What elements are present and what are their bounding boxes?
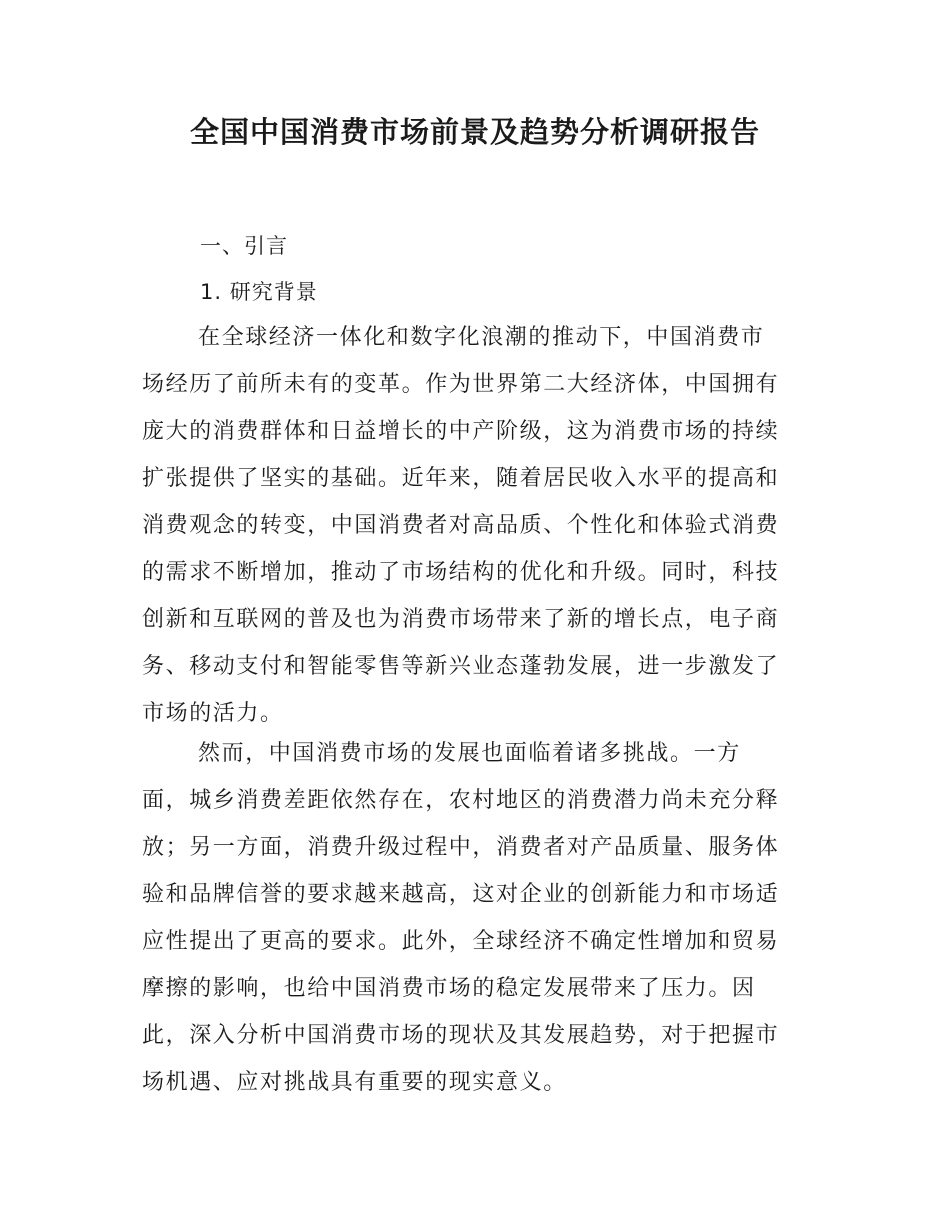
paragraph-line: 场经历了前所未有的变革。作为世界第二大经济体，中国拥有 — [142, 372, 780, 397]
paragraph-line: 场机遇、应对挑战具有重要的现实意义。 — [142, 1070, 567, 1095]
subsection-heading: 1. 研究背景 — [200, 280, 318, 304]
paragraph-line: 此，深入分析中国消费市场的现状及其发展趋势，对于把握市 — [142, 1023, 780, 1048]
section-heading: 一、引言 — [200, 234, 288, 258]
paragraph-line: 应性提出了更高的要求。此外，全球经济不确定性增加和贸易 — [142, 929, 780, 954]
paragraph-line: 在全球经济一体化和数字化浪潮的推动下，中国消费市 — [198, 325, 765, 350]
paragraph-line: 摩擦的影响，也给中国消费市场的稳定发展带来了压力。因 — [142, 976, 756, 1001]
paragraph-line: 扩张提供了坚实的基础。近年来，随着居民收入水平的提高和 — [142, 466, 780, 491]
document-title: 全国中国消费市场前景及趋势分析调研报告 — [189, 115, 760, 149]
paragraph-line: 市场的活力。 — [142, 701, 284, 726]
paragraph-line: 面，城乡消费差距依然存在，农村地区的消费潜力尚未充分释 — [142, 788, 780, 813]
paragraph-line: 放；另一方面，消费升级过程中，消费者对产品质量、服务体 — [142, 835, 780, 860]
paragraph-2 — [142, 730, 812, 1106]
paragraph-line: 的需求不断增加，推动了市场结构的优化和升级。同时，科技 — [142, 560, 780, 585]
paragraph-line: 然而，中国消费市场的发展也面临着诸多挑战。一方 — [198, 741, 741, 766]
paragraph-line: 务、移动支付和智能零售等新兴业态蓬勃发展，进一步激发了 — [142, 654, 780, 679]
paragraph-1 — [142, 314, 812, 737]
paragraph-line: 验和品牌信誉的要求越来越高，这对企业的创新能力和市场适 — [142, 882, 780, 907]
paragraph-line: 消费观念的转变，中国消费者对高品质、个性化和体验式消费 — [142, 513, 780, 538]
paragraph-line: 庞大的消费群体和日益增长的中产阶级，这为消费市场的持续 — [142, 419, 780, 444]
paragraph-line: 创新和互联网的普及也为消费市场带来了新的增长点，电子商 — [142, 607, 780, 632]
